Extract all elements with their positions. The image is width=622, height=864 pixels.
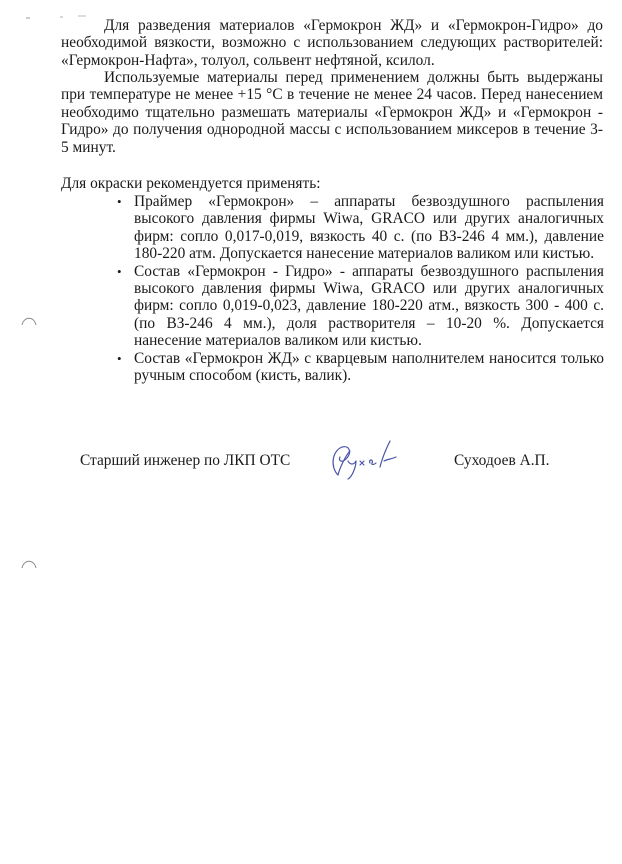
list-item-text: Состав «Гермокрон - Гидро» - аппараты безвоздушного распыления высокого давления фирмы Wiwa, GRACO или других аналогичных фирм: сопло 0,019-0,023, давление 180-220 атм., вязкость 300 - 400 с. (по ВЗ-246 4 мм.), доля растворителя – 10-20 %. Допускается нанесение материалов валиком или кистью. bbox=[134, 262, 604, 350]
paragraph-preparation: Используемые материалы перед применением должны быть выдержаны при температуре не менее +15 °С в течение не менее 24 часов. Перед нанесением необходимо тщательно размешать материалы «Гермокрон ЖД» и «Гермокрон - Гидро» до получения однородной массы с использованием миксеров в течение 3-5 минут. bbox=[61, 69, 603, 156]
handwritten-signature-icon bbox=[324, 437, 400, 483]
bullet-icon: • bbox=[117, 263, 122, 279]
punch-hole-mark-icon bbox=[20, 313, 38, 327]
list-item-text: Праймер «Гермокрон» – аппараты безвоздушного распыления высокого давления фирмы Wiwa, GRACO или других аналогичных фирм: сопло 0,017-0,019, вязкость 40 с. (по ВЗ-246 4 мм.), давление 180-220 атм. Допускается нанесение материалов валиком или кистью. bbox=[134, 193, 604, 263]
list-item bbox=[117, 193, 604, 263]
paragraph-thinning: Для разведения материалов «Гермокрон ЖД» и «Гермокрон-Гидро» до необходимой вязкости, возможно с использованием следующих растворителей: «Гермокрон-Нафта», толуол, сольвент нефтяной, ксилол. bbox=[61, 17, 603, 69]
list-item-text: Состав «Гермокрон ЖД» с кварцевым наполнителем наносится только ручным способом (кисть, валик). bbox=[134, 349, 604, 385]
list-item bbox=[117, 262, 604, 350]
punch-hole-mark-icon bbox=[20, 556, 38, 570]
application-methods-list bbox=[117, 193, 604, 385]
signatory-name: Суходоев А.П. bbox=[454, 452, 550, 469]
signatory-title: Старший инженер по ЛКП ОТС bbox=[80, 452, 291, 469]
bullet-icon: • bbox=[117, 350, 122, 366]
list-item bbox=[117, 349, 604, 385]
bullet-icon: • bbox=[117, 194, 122, 209]
paragraph-application-intro: Для окраски рекомендуется применять: bbox=[61, 175, 321, 192]
signature-block bbox=[0, 452, 622, 492]
